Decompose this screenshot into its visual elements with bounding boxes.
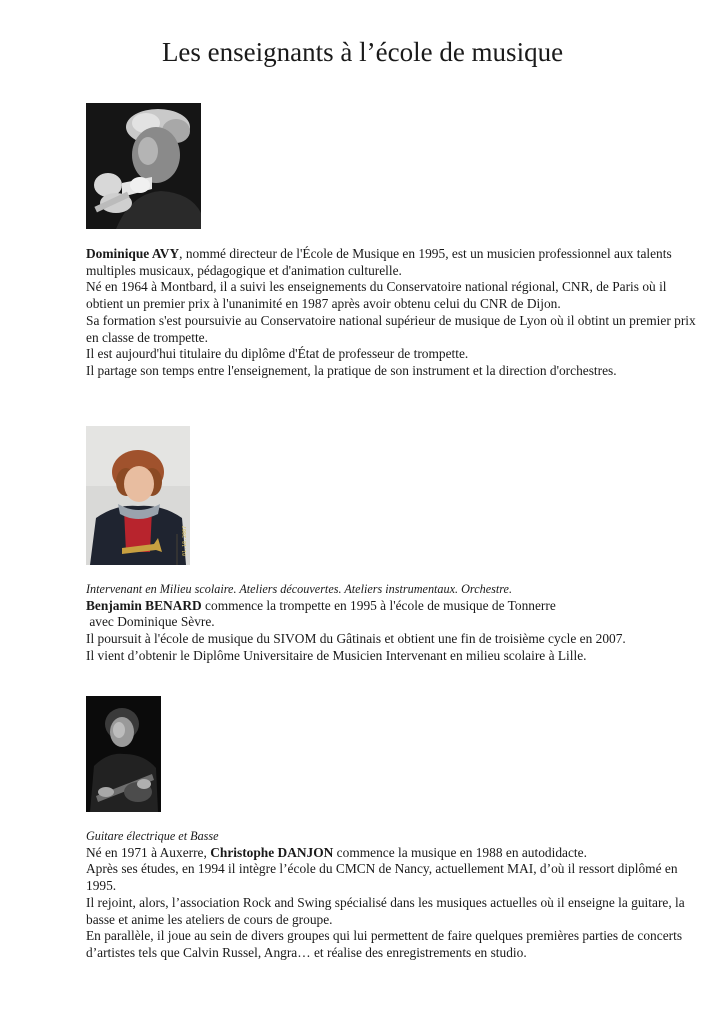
teacher-name: Christophe DANJON [210,844,334,860]
bio-line: Né en 1971 à Auxerre, [86,844,211,860]
bio-line: En parallèle, il joue au sein de divers groupes qui lui permettent de faire quelques premières parties de concerts d’artistes tels que Calvin Russel, Angra… et réalise des enregistrements en studio. [86,928,683,960]
photo-dominique-avy [86,103,201,229]
bio-christophe-danjon [86,828,696,962]
page-title: Les enseignants à l’école de musique [161,37,564,67]
bio-dominique-avy [86,246,696,380]
bio-line: Il rejoint, alors, l’association Rock and Swing spécialisé dans les musiques actuelles où il enseigne la guitare, la basse et anime les ateliers de cours de groupe. [86,894,685,927]
bio-line: commence la trompette en 1995 à l'école de musique de Tonnerre [201,597,556,613]
bio-line: Il est aujourd'hui titulaire du diplôme d'État de professeur de trompette. [86,346,469,362]
bio-line: commence la musique en 1988 en autodidacte. [333,844,587,860]
photo-christophe-danjon [86,696,161,812]
bio-line: Né en 1964 à Montbard, il a suivi les enseignements du Conservatoire national régional, CNR, de Paris où il obtient un premier prix à l'unanimité en 1987 après avoir obtenu celui du CNR de Dijon. [86,279,667,312]
svg-text:01.10.2007: 01.10.2007 [182,525,188,556]
teacher-name: Dominique AVY [86,246,180,261]
bio-line: avec Dominique Sèvre. [86,614,215,630]
photo-benjamin-benard [86,426,190,565]
teacher-name: Benjamin BENARD [86,597,202,613]
bio-line: Il vient d’obtenir le Diplôme Universitaire de Musicien Intervenant en milieu scolaire à Lille. [86,647,587,663]
bio-benjamin-benard [86,581,696,665]
bio-line: Il poursuit à l'école de musique du SIVOM du Gâtinais et obtient une fin de troisième cycle en 2007. [86,631,626,647]
bio-line: Il partage son temps entre l'enseignement, la pratique de son instrument et la direction d'orchestres. [86,362,617,378]
bio-line: , nommé directeur de l'École de Musique en 1995, est un musicien professionnel aux talents multiples musicaux, pédagogique et d'animation culturelle. [86,246,672,278]
bio-line: Après ses études, en 1994 il intègre l’école du CMCN de Nancy, actuellement MAI, d’où il ressort diplômé en 1995. [86,861,678,894]
teacher-role: Intervenant en Milieu scolaire. Ateliers découvertes. Ateliers instrumentaux. Orchestre. [86,582,513,596]
teacher-role: Guitare électrique et Basse [86,829,219,843]
bio-line: Sa formation s'est poursuivie au Conservatoire national supérieur de musique de Lyon où il obtint un premier prix en classe de trompette. [86,312,696,345]
